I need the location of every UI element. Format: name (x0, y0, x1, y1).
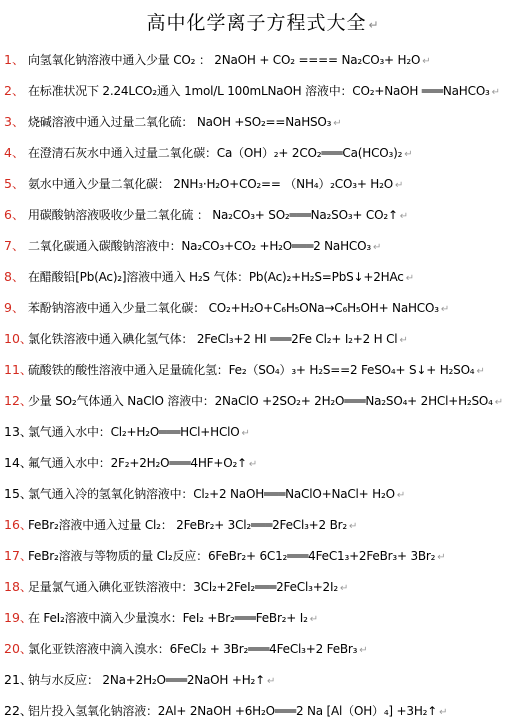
equation-text: 氯化铁溶液中通入碘化氢气体： 2FeCl₃+2 HI ═══2Fe Cl₂+ I₂+2 H Cl (28, 332, 398, 346)
equation-number: 5、 (4, 176, 25, 191)
equation-row (4, 323, 522, 354)
equation-list (4, 44, 522, 726)
equation-row (4, 633, 522, 664)
equation-text: 钠与水反应： 2Na+2H₂O═══2NaOH +H₂↑ (28, 673, 266, 687)
equation-number: 10、 (4, 331, 33, 346)
equation-number: 8、 (4, 269, 25, 284)
equation-number: 4、 (4, 145, 25, 160)
equation-number: 18、 (4, 579, 33, 594)
equation-row (4, 571, 522, 602)
equation-row (4, 540, 522, 571)
equation-text: 少量 SO₂气体通入 NaClO 溶液中：2NaClO +2SO₂+ 2H₂O═══Na₂SO₄+ 2HCl+H₂SO₄ (28, 394, 493, 408)
equation-row (4, 385, 522, 416)
equation-text: FeBr₂溶液中通入过量 Cl₂： 2FeBr₂+ 3Cl₂═══2FeCl₃+2 Br₂ (28, 518, 347, 532)
equation-row (4, 75, 522, 106)
equation-number: 6、 (4, 207, 25, 222)
paragraph-mark-icon: ↵ (359, 645, 368, 656)
paragraph-mark-icon: ↵ (439, 707, 448, 718)
equation-number: 9、 (4, 300, 25, 315)
equation-row (4, 478, 522, 509)
title-text: 高中化学离子方程式大全 (146, 12, 367, 34)
paragraph-mark-icon: ↵ (394, 180, 404, 191)
equation-text: 在标准状况下 2.24LCO₂通入 1mol/L 100mLNaOH 溶液中：CO₂+NaOH ═══NaHCO₃ (28, 84, 490, 98)
equation-text: 硫酸铁的酸性溶液中通入足量硫化氢：Fe₂（SO₄）₃+ H₂S==2 FeSO₄+ S↓+ H₂SO₄ (28, 363, 475, 377)
paragraph-mark-icon: ↵ (368, 18, 380, 32)
equation-text: FeBr₂溶液与等物质的量 Cl₂反应：6FeBr₂+ 6C1₂═══4FeC1₃+2FeBr₃+ 3Br₂ (28, 549, 436, 563)
paragraph-mark-icon: ↵ (491, 87, 501, 98)
equation-number: 21、 (4, 672, 33, 687)
paragraph-mark-icon: ↵ (396, 490, 406, 501)
equation-text: 氟气通入水中：2F₂+2H₂O═══4HF+O₂↑ (28, 456, 247, 470)
equation-number: 14、 (4, 455, 33, 470)
equation-text: 烧碱溶液中通入过量二氧化硫： NaOH +SO₂==NaHSO₃ (28, 115, 332, 129)
equation-text: 用碳酸钠溶液吸收少量二氧化硫 ： Na₂CO₃+ SO₂═══Na₂SO₃+ CO₂↑ (28, 208, 398, 222)
equation-text: 氯化亚铁溶液中滴入溴水：6FeCl₂ + 3Br₂═══4FeCl₃+2 FeBr₃ (28, 642, 358, 656)
equation-text: 氯气通入冷的氢氧化钠溶液中：Cl₂+2 NaOH═══NaClO+NaCl+ H₂O (28, 487, 395, 501)
paragraph-mark-icon: ↵ (405, 273, 415, 284)
equation-text: 足量氯气通入碘化亚铁溶液中：3Cl₂+2FeI₂═══2FeCl₃+2I₂ (28, 580, 338, 594)
paragraph-mark-icon: ↵ (372, 242, 382, 253)
paragraph-mark-icon: ↵ (348, 521, 358, 532)
equation-number: 19、 (4, 610, 33, 625)
equation-number: 15、 (4, 486, 33, 501)
equation-row (4, 354, 522, 385)
paragraph-mark-icon: ↵ (494, 397, 504, 408)
paragraph-mark-icon: ↵ (339, 583, 349, 594)
paragraph-mark-icon: ↵ (440, 304, 450, 315)
equation-row (4, 664, 522, 695)
equation-number: 11、 (4, 362, 33, 377)
equation-number: 1、 (4, 52, 25, 67)
paragraph-mark-icon: ↵ (399, 335, 408, 346)
equation-row (4, 602, 522, 633)
equation-row (4, 261, 522, 292)
equation-row (4, 137, 522, 168)
equation-number: 13、 (4, 424, 33, 439)
paragraph-mark-icon: ↵ (309, 614, 319, 625)
paragraph-mark-icon: ↵ (333, 118, 342, 129)
equation-number: 7、 (4, 238, 25, 253)
paragraph-mark-icon: ↵ (241, 428, 250, 439)
paragraph-mark-icon: ↵ (267, 676, 276, 687)
equation-text: 向氢氧化钠溶液中通入少量 CO₂ ： 2NaOH + CO₂ ==== Na₂CO₃+ H₂O (28, 53, 421, 67)
paragraph-mark-icon: ↵ (248, 459, 258, 470)
equation-number: 17、 (4, 548, 33, 563)
equation-row (4, 106, 522, 137)
equation-row (4, 447, 522, 478)
equation-number: 20、 (4, 641, 33, 656)
equation-row (4, 292, 522, 323)
equation-text: 在澄清石灰水中通入过量二氧化碳：Ca（OH）₂+ 2CO₂═══Ca(HCO₃)₂ (28, 146, 403, 160)
equation-text: 在 FeI₂溶液中滴入少量溴水：FeI₂ +Br₂═══FeBr₂+ I₂ (28, 611, 308, 625)
paragraph-mark-icon: ↵ (476, 366, 485, 377)
equation-row (4, 44, 522, 75)
equation-row (4, 695, 522, 726)
equation-number: 22、 (4, 703, 33, 718)
paragraph-mark-icon: ↵ (404, 149, 413, 160)
paragraph-mark-icon: ↵ (422, 56, 431, 67)
equation-text: 苯酚钠溶液中通入少量二氧化碳： CO₂+H₂O+C₆H₅ONa→C₆H₅OH+ NaHCO₃ (28, 301, 439, 315)
equation-row (4, 416, 522, 447)
document-title (0, 8, 526, 35)
equation-row (4, 199, 522, 230)
paragraph-mark-icon: ↵ (437, 552, 446, 563)
paragraph-mark-icon: ↵ (399, 211, 409, 222)
equation-text: 氨水中通入少量二氧化碳： 2NH₃·H₂O+CO₂== （NH₄）₂CO₃+ H₂O (28, 177, 393, 191)
equation-text: 氯气通入水中：Cl₂+H₂O═══HCl+HClO (28, 425, 240, 439)
equation-number: 2、 (4, 83, 25, 98)
equation-text: 铝片投入氢氧化钠溶液：2Al+ 2NaOH +6H₂O═══2 Na [Al（OH）₄] +3H₂↑ (28, 704, 438, 718)
equation-row (4, 509, 522, 540)
equation-text: 二氧化碳通入碳酸钠溶液中：Na₂CO₃+CO₂ +H₂O═══2 NaHCO₃ (28, 239, 371, 253)
equation-text: 在醋酸铅[Pb(Ac)₂]溶液中通入 H₂S 气体：Pb(Ac)₂+H₂S=PbS↓+2HAc (28, 270, 404, 284)
equation-number: 3、 (4, 114, 25, 129)
equation-number: 16、 (4, 517, 33, 532)
equation-number: 12、 (4, 393, 33, 408)
equation-row (4, 230, 522, 261)
equation-row (4, 168, 522, 199)
